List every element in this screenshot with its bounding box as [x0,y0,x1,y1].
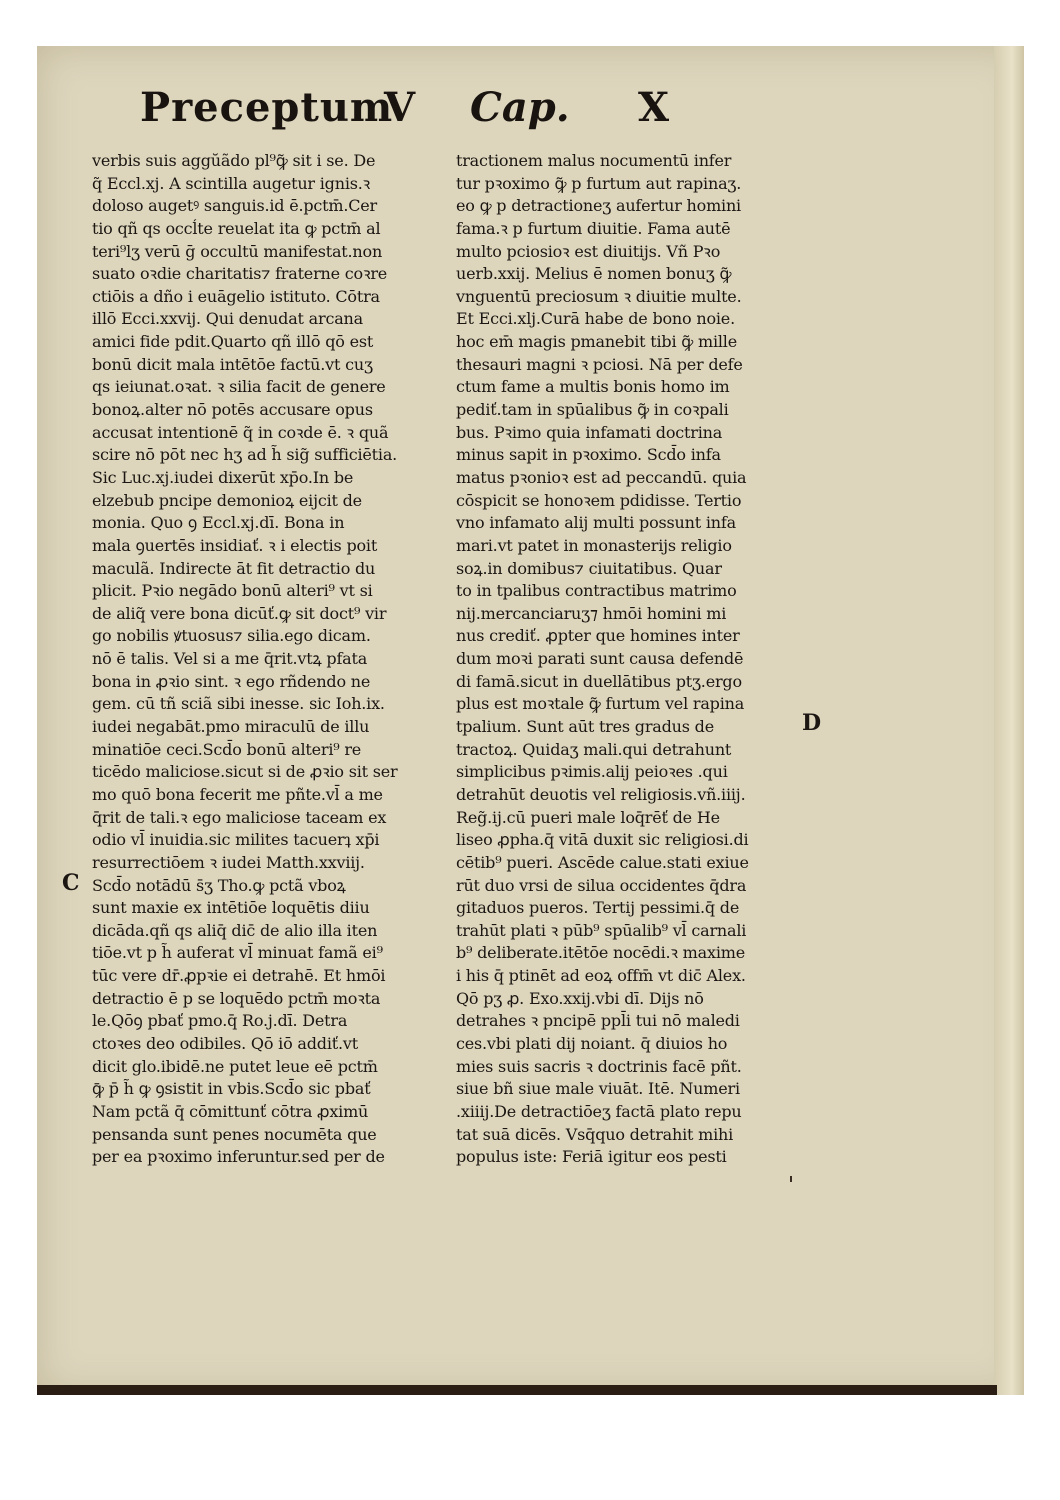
text-line: mies suis sacris ꝛ doctrinis facē pñt. [456,1056,742,1076]
text-line: amici fide pdit.Quarto qñ illō qō est [92,332,374,352]
left-text-column [92,150,432,1169]
text-line: bonoꝝ.alter nō potēs accusare opus [92,400,373,420]
text-line: scire nō pōt nec hʒ ad h̃ sig̃ sufficiētia. [92,445,398,465]
text-line: bona in ꝓꝛio sint. ꝛ ego rñdendo ne [92,671,371,691]
text-line: thesauri magni ꝛ pciosi. Nā per defe [456,354,743,374]
text-line: Scd̄o notādū s̄ʒ Tho.ꝙ pctã vboꝝ [92,875,346,895]
text-line: ctiōis a dño i euāgelio istituto. Cōtra [92,286,380,306]
text-line: teri⁹lʒ verū ḡ occultū manifestat.non [92,241,383,261]
text-line: .xiiij.De detractiōeʒ factā plato repu [456,1101,742,1121]
text-line: Sic Luc.xj.iudei dixerūt xp̄o.In be [92,467,354,487]
text-line: nō ē talis. Vel si a me q̄rit.vtꝝ pfata [92,649,368,669]
text-line: bus. Pꝛimo quia infamati doctrina [456,422,723,442]
text-line: mala ꝯuertēs insidiať. ꝛ i electis poit [92,535,378,555]
text-line: Qō pʒ ꝓ. Exo.xxij.vbi dī. Dijs nō [456,988,704,1008]
text-line: soꝝ.in domibus⁊ ciuitatibus. Quar [456,558,722,578]
text-line: mari.vt patet in monasterijs religio [456,535,732,555]
text-line: tpalium. Sunt aūt tres gradus de [456,717,714,737]
text-line: tūc vere dr̄.ꝓpꝛie ei detrahē. Et hmōi [92,966,386,986]
text-line: ꝙ̄ p̄ h̃ ꝙ ꝯsistit in vbis.Scd̄o sic pbať [92,1079,371,1099]
text-line: doloso augetꝰ sanguis.id ē.pctm̄.Cer [92,196,378,216]
text-line: odio vl̄ inuidia.sic milites tacuerʇ xp̄i [92,830,380,850]
text-line: mo quō bona fecerit me pñte.vl̄ a me [92,784,383,804]
text-line: le.Qōꝯ pbať pmo.q̄ Ro.j.dī. Detra [92,1011,348,1031]
text-line: Reg̃.ij.cū pueri male loq̄rēť de He [456,807,720,827]
text-line: iudei negabāt.pmo miraculū de illu [92,717,370,737]
text-line: ctoꝛes deo odibiles. Qō iō addiť.vt [92,1033,358,1053]
text-line: bonū dicit mala intētōe factū.vt cuʒ [92,354,373,374]
text-line: tractionem malus nocumentū infer [456,151,732,170]
text-line: eo ꝙ p detractioneʒ aufertur homini [456,196,741,216]
text-line: tur pꝛoximo ꝙ̃ p furtum aut rapinaʒ. [456,173,742,193]
text-line: tractoꝝ. Quidaʒ mali.qui detrahunt [456,739,732,759]
text-line: dum moꝛi parati sunt causa defendē [456,649,744,669]
text-line: detrahes ꝛ pncipē ppl̄i tui nō maledi [456,1011,740,1031]
text-line: ticēdo maliciose.sicut si de ꝓꝛio sit ser [92,762,398,782]
text-line: nij.mercanciaruʒ⁊ hmōi homini mi [456,603,727,623]
text-line: vnguentū preciosum ꝛ diuitie multe. [456,286,742,306]
catchword-tick [790,1176,792,1182]
text-line: pediť.tam in spūalibus ꝙ̃ in coꝛpali [456,400,729,420]
text-line: qs ieiunat.oꝛat. ꝛ silia facit de genere [92,377,386,397]
text-line: plicit. Pꝛio negādo bonū alteri⁹ vt si [92,581,373,601]
text-line: resurrectiōem ꝛ iudei Matth.xxviij. [92,852,365,872]
text-line: cētib⁹ pueri. Ascēde calue.stati exiue [456,852,749,872]
text-line: populus iste: Feriā igitur eos pesti [456,1147,727,1167]
text-line: i his q̄ ptinēt ad eoꝝ offm̄ vt dic̄ Alex. [456,966,746,986]
text-line: illō Ecci.xxvij. Qui denudat arcana [92,309,363,329]
text-line: dicit glo.ibidē.ne putet leue eē pctm̄ [92,1056,378,1076]
text-line: rūt duo vrsi de silua occidentes q̄dra [456,875,747,895]
text-line: tiōe.vt p h̃ auferat vl̄ minuat famã ei⁹ [92,943,383,963]
header-title: Preceptum [140,84,394,131]
text-line: fama.ꝛ p furtum diuitie. Fama autē [456,218,731,238]
text-line: gem. cū tñ sciã sibi inesse. sic Ioh.ix. [92,694,385,714]
text-line: ctum fame a multis bonis homo im [456,377,730,397]
margin-paragraph-mark-left: C [62,870,80,896]
text-line: liseo ꝓpha.q̄ vitā duxit sic religiosi.di [456,830,749,850]
text-line: pensanda sunt penes nocumēta que [92,1124,377,1144]
text-line: per ea pꝛoximo inferuntur.sed per de [92,1147,385,1167]
text-line: minatiōe ceci.Scd̄o bonū alteri⁹ re [92,739,362,759]
text-line: simplicibus pꝛimis.alij peioꝛes .qui [456,762,728,782]
text-line: ces.vbi plati dij noiant. q̄ diuios ho [456,1033,728,1053]
text-line: accusat intentionē q̃ in coꝛde ē. ꝛ quã [92,422,389,442]
text-line: matus pꝛonioꝛ est ad peccandū. quia [456,467,747,487]
text-line: Et Ecci.xlj.Curā habe de bono noie. [456,309,735,329]
text-line: go nobilis ꝟtuosus⁊ silia.ego dicam. [92,626,371,646]
text-line: cōspicit se honoꝛem pdidisse. Tertio [456,490,742,510]
text-line: uerb.xxij. Melius ē nomen bonuʒ ꝙ̃ [456,264,732,284]
page-bottom-edge [37,1385,997,1395]
text-line: q̃ Eccl.xj. A scintilla augetur ignis.ꝛ [92,173,371,193]
text-line: trahūt plati ꝛ pūb⁹ spūalib⁹ vl̄ carnali [456,920,747,940]
text-line: minus sapit in pꝛoximo. Scd̄o infa [456,445,721,465]
text-line: suato oꝛdie charitatis⁊ fraterne coꝛre [92,264,388,284]
text-line: verbis suis aggŭãdo pl⁹ꝙ̃ sit i se. De [92,151,376,170]
text-line: vno infamato alij multi possunt infa [456,513,736,533]
margin-paragraph-mark-right: D [802,710,822,736]
running-header [140,84,700,134]
header-precept-number: V [384,84,416,131]
text-line: tat suā dicēs. Vsq̄quo detrahit mihi [456,1124,734,1144]
text-line: de aliq̃ vere bona dicūť.ꝙ sit doct⁹ vir [92,603,387,623]
text-line: plus est moꝛtale ꝙ̃ furtum vel rapina [456,694,745,714]
text-line: multo pciosioꝛ est diuitijs. Vñ Pꝛo [456,241,721,261]
text-line: q̄rit de tali.ꝛ ego maliciose taceam ex [92,807,387,827]
text-line: detrahūt deuotis vel religiosis.vñ.iiij. [456,784,746,804]
header-chapter-label: Cap. [470,84,570,131]
text-line: to in tpalibus contractibus matrimo [456,581,737,601]
text-line: gitaduos pueros. Tertij pessimi.q̄ de [456,898,740,918]
text-line: siue bñ siue male viuāt. Itē. Numeri [456,1079,740,1099]
text-line: detractio ē p se loquēdo pctm̄ moꝛta [92,988,381,1008]
text-line: Nam pctã q̄ cōmittunť cōtra ꝓximū [92,1101,369,1121]
text-line: hoc em̄ magis pmanebit tibi ꝙ̃ mille [456,332,737,352]
text-line: b⁹ deliberate.itētōe nocēdi.ꝛ maxime [456,943,745,963]
text-line: nus crediť. ꝓpter que homines inter [456,626,740,646]
text-line: dicāda.qñ qs aliq̄ dic̄ de alio illa iten [92,920,378,940]
page-edge [994,46,1024,1395]
text-line: maculã. Indirecte āt fit detractio du [92,558,376,578]
text-line: sunt maxie ex intētiōe loquētis diiu [92,898,370,918]
header-chapter-number: X [638,84,670,131]
text-line: di famā.sicut in duellātibus ptʒ.ergo [456,671,742,691]
text-line: elzebub pncipe demonioꝝ eijcit de [92,490,362,510]
right-text-column [456,150,796,1169]
text-line: monia. Quo ꝯ Eccl.xj.dī. Bona in [92,513,345,533]
text-line: tio qñ qs occĺte reuelat ita ꝙ pctm̄ al [92,218,381,238]
